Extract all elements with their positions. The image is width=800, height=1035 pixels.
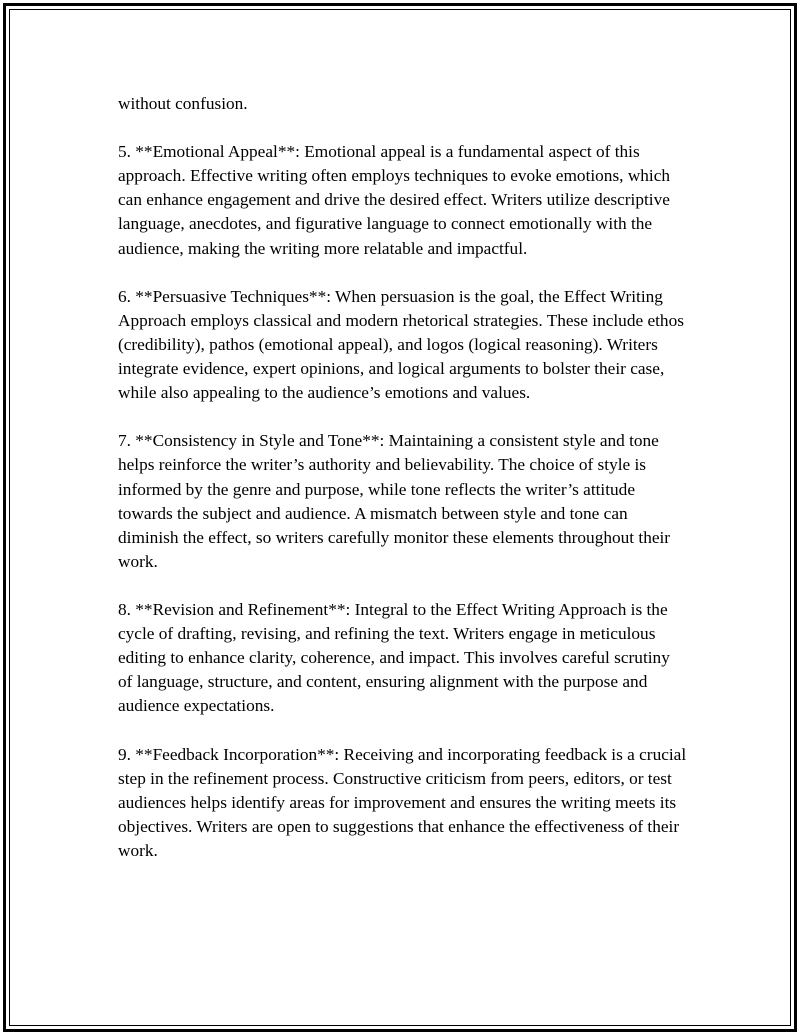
paragraph-continuation: without confusion. — [118, 94, 248, 113]
paragraph-revision-refinement: 8. **Revision and Refinement**: Integral to the Effect Writing Approach is the cycle of drafting, revising, and refining the text. Writers engage in meticulous editing to enhance clarity, coherence, and impact. This involves careful scrutiny of language, structure, and content, ensuring alignment with the purpose and audience expectations. — [118, 599, 670, 716]
paragraph-emotional-appeal: 5. **Emotional Appeal**: Emotional appeal is a fundamental aspect of this approach. Effective writing often employs techniques to evoke emotions, which can enhance engagement and drive the desired effect. Writers utilize descriptive language, anecdotes, and figurative language to connect emotionally with the audience, making the writing more relatable and impactful. — [118, 142, 671, 258]
paragraph-persuasive-techniques: 6. **Persuasive Techniques**: When persuasion is the goal, the Effect Writing Approach employs classical and modern rhetorical strategies. These include ethos (credibility), pathos (emotional appeal), and logos (logical reasoning). Writers integrate evidence, expert opinions, and logical arguments to bolster their case, while also appealing to the audience’s emotions and values. — [118, 286, 684, 403]
document-body — [118, 92, 688, 887]
paragraph-feedback-incorporation: 9. **Feedback Incorporation**: Receiving and incorporating feedback is a crucial step in the refinement process. Constructive criticism from peers, editors, or test audiences helps identify areas for improvement and ensures the writing meets its objectives. Writers are open to suggestions that enhance the effectiveness of their work. — [118, 744, 687, 860]
paragraph-consistency-style-tone: 7. **Consistency in Style and Tone**: Maintaining a consistent style and tone helps reinforce the writer’s authority and believability. The choice of style is informed by the genre and purpose, while tone reflects the writer’s attitude towards the subject and audience. A mismatch between style and tone can diminish the effect, so writers carefully monitor these elements throughout their work. — [118, 431, 671, 571]
